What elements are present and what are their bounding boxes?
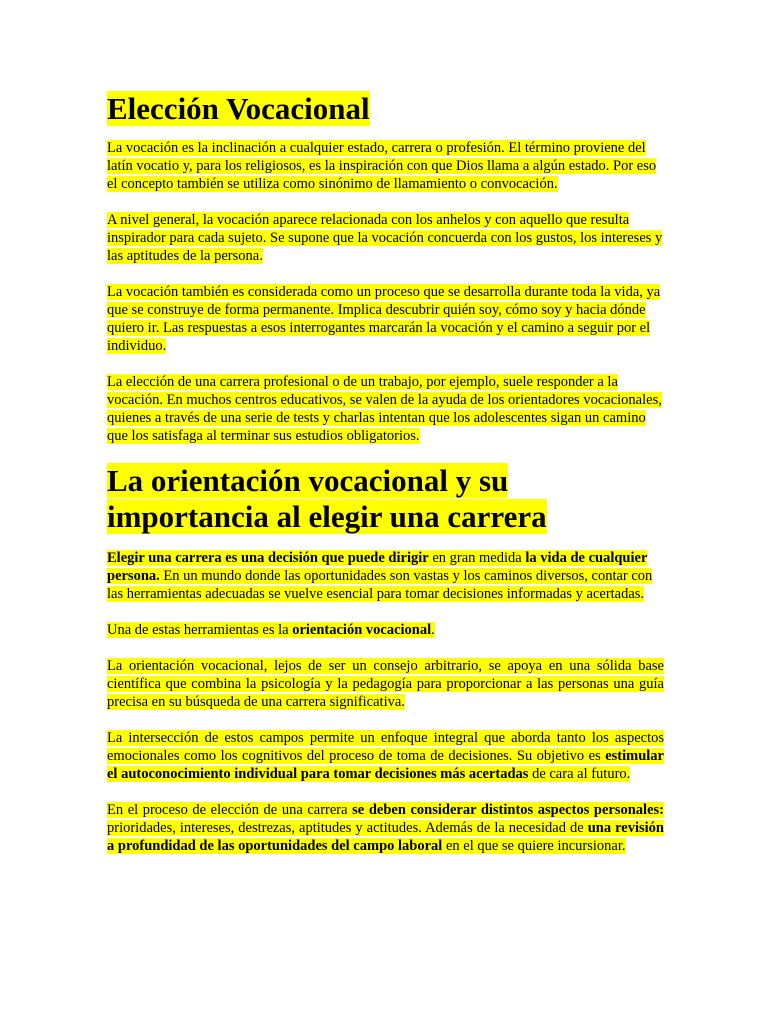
title-highlight: La orientación vocacional y su importancia al elegir una carrera — [107, 463, 547, 534]
bold-text: Elegir una carrera es una decisión que puede dirigir — [107, 550, 429, 566]
plain-text: Una de estas herramientas es la — [107, 622, 293, 638]
paragraph-text: La vocación también es considerada como un proceso que se desarrolla durante toda la vida, ya que se construye de forma permanente. Implica descubrir quién soy, cómo soy y hacia dónde quiero ir. Las respuestas a esos interrogantes marcarán la vocación y el camino a seguir por el individuo. — [107, 284, 661, 354]
paragraph-text: A nivel general, la vocación aparece relacionada con los anhelos y con aquello que resulta inspirador para cada sujeto. Se supone que la vocación concuerda con los gustos, los intereses y las aptitudes de la persona. — [107, 212, 663, 264]
bold-text: estimular el autoconocimiento individual para tomar decisiones más acertadas — [107, 748, 664, 782]
paragraph-8 — [107, 729, 664, 783]
plain-text: prioridades, intereses, destrezas, aptitudes y actitudes. Además de la necesidad de — [107, 820, 588, 836]
paragraph-9 — [107, 801, 664, 855]
paragraph-text — [107, 622, 435, 638]
document-body — [107, 88, 664, 873]
bold-text: una revisión a profundidad de las oportunidades del campo laboral — [107, 820, 664, 854]
paragraph-1 — [107, 139, 664, 193]
bold-text: la vida de cualquier persona. — [107, 550, 648, 584]
paragraph-5 — [107, 549, 664, 603]
section-title-orientacion-vocacional — [107, 463, 664, 535]
plain-text: en el que se quiere incursionar. — [442, 838, 626, 854]
paragraph-4 — [107, 373, 664, 445]
paragraph-text — [107, 730, 664, 782]
paragraph-text — [107, 802, 664, 854]
plain-text: de cara al futuro. — [528, 766, 631, 782]
paragraph-text: La vocación es la inclinación a cualquier estado, carrera o profesión. El término proviene del latín vocatio y, para los religiosos, es la inspiración con que Dios llama a algún estado. Por eso el concepto también se utiliza como sinónimo de llamamiento o convocación. — [107, 140, 657, 192]
plain-text: . — [431, 622, 435, 638]
paragraph-3 — [107, 283, 664, 355]
plain-text: La intersección de estos campos permite un enfoque integral que aborda tanto los aspectos emocionales como los cognitivos del proceso de toma de decisiones. Su objetivo es — [107, 730, 664, 764]
paragraph-text — [107, 550, 652, 602]
paragraph-6 — [107, 621, 664, 639]
title-highlight: Elección Vocacional — [107, 91, 370, 126]
bold-text: se deben considerar distintos aspectos personales: — [352, 802, 664, 818]
section-title-eleccion-vocacional — [107, 88, 664, 130]
paragraph-text: La elección de una carrera profesional o de un trabajo, por ejemplo, suele responder a la vocación. En muchos centros educativos, se valen de la ayuda de los orientadores vocacionales, quienes a través de una serie de tests y charlas intentan que los adolescentes sigan un camino que los satisfaga al terminar sus estudios obligatorios. — [107, 374, 662, 444]
paragraph-text: La orientación vocacional, lejos de ser un consejo arbitrario, se apoya en una sólida base científica que combina la psicología y la pedagogía para proporcionar a las personas una guía precisa en su búsqueda de una carrera significativa. — [107, 658, 664, 710]
paragraph-2 — [107, 211, 664, 265]
plain-text: En el proceso de elección de una carrera — [107, 802, 353, 818]
plain-text: en gran medida — [428, 550, 526, 566]
plain-text: En un mundo donde las oportunidades son vastas y los caminos diversos, contar con las herramientas adecuadas se vuelve esencial para tomar decisiones informadas y acertadas. — [107, 568, 653, 602]
bold-text: orientación vocacional — [292, 622, 432, 638]
paragraph-7 — [107, 657, 664, 711]
